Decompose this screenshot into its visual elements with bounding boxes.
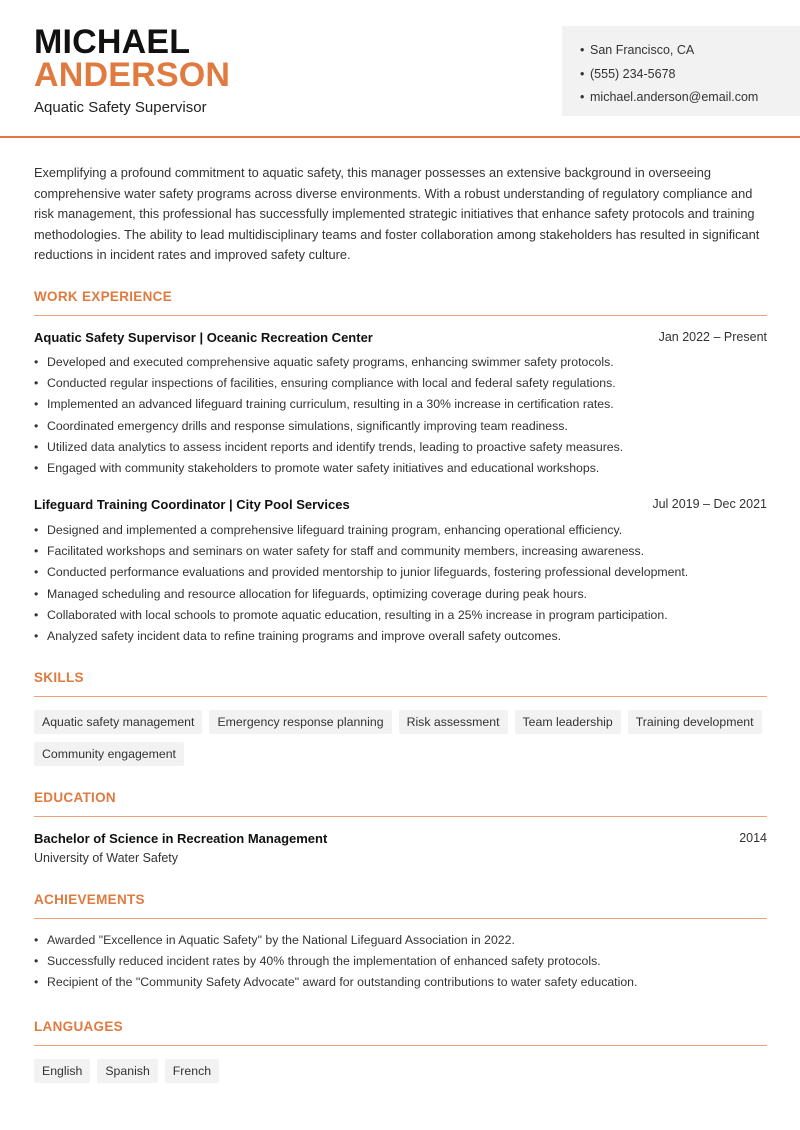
achievements-list bbox=[34, 930, 767, 994]
job-header bbox=[34, 330, 767, 345]
contact-phone: • (555) 234-5678 bbox=[580, 63, 800, 87]
language-chip: French bbox=[165, 1059, 219, 1083]
section-title-achievements: ACHIEVEMENTS bbox=[34, 892, 145, 907]
languages-list bbox=[34, 1059, 767, 1083]
list-item: • Successfully reduced incident rates by 40% through the implementation of enhanced safety protocols. bbox=[34, 951, 767, 972]
skill-chip: Risk assessment bbox=[399, 710, 508, 734]
section-divider bbox=[34, 816, 767, 817]
job-role: Lifeguard Training Coordinator | City Pool Services bbox=[34, 497, 350, 512]
list-item: • Conducted performance evaluations and provided mentorship to junior lifeguards, fostering professional development. bbox=[34, 562, 767, 583]
list-item: • Awarded "Excellence in Aquatic Safety" by the National Lifeguard Association in 2022. bbox=[34, 930, 767, 951]
list-item: • Designed and implemented a comprehensive lifeguard training program, enhancing operational efficiency. bbox=[34, 520, 767, 541]
job-role: Aquatic Safety Supervisor | Oceanic Recreation Center bbox=[34, 330, 373, 345]
job-header bbox=[34, 497, 767, 512]
language-chip: English bbox=[34, 1059, 90, 1083]
list-item: • Analyzed safety incident data to refine training programs and improve overall safety outcomes. bbox=[34, 626, 767, 647]
job-title: Aquatic Safety Supervisor bbox=[34, 99, 207, 116]
section-divider bbox=[34, 696, 767, 697]
list-item: • Engaged with community stakeholders to promote water safety initiatives and educational workshops. bbox=[34, 458, 767, 479]
education-year: 2014 bbox=[739, 831, 767, 845]
list-item: • Managed scheduling and resource allocation for lifeguards, optimizing coverage during peak hours. bbox=[34, 584, 767, 605]
list-item: • Coordinated emergency drills and response simulations, significantly improving team readiness. bbox=[34, 416, 767, 437]
skills-list bbox=[34, 710, 767, 766]
list-item: • Collaborated with local schools to promote aquatic education, resulting in a 25% increase in program participation. bbox=[34, 605, 767, 626]
resume-header bbox=[0, 0, 800, 138]
skill-chip: Aquatic safety management bbox=[34, 710, 202, 734]
section-title-education: EDUCATION bbox=[34, 790, 116, 805]
contact-email[interactable]: • michael.anderson@email.com bbox=[580, 86, 800, 110]
list-item: • Developed and executed comprehensive aquatic safety programs, enhancing swimmer safety protocols. bbox=[34, 352, 767, 373]
first-name: MICHAEL bbox=[34, 23, 191, 61]
list-item: • Conducted regular inspections of facilities, ensuring compliance with local and federal safety regulations. bbox=[34, 373, 767, 394]
skill-chip: Training development bbox=[628, 710, 762, 734]
job-date: Jul 2019 – Dec 2021 bbox=[652, 497, 767, 511]
section-title-languages: LANGUAGES bbox=[34, 1019, 123, 1034]
section-title-work: WORK EXPERIENCE bbox=[34, 289, 173, 304]
summary-paragraph: Exemplifying a profound commitment to aquatic safety, this manager possesses an extensive background in overseeing comprehensive water safety programs across diverse environments. With a robust understanding of regulatory compliance and risk management, this professional has successfully implemented strategic initiatives that enhance safety protocols and training methodologies. The ability to lead multidisciplinary teams and foster collaboration among stakeholders has resulted in significant reductions in incident rates and improved safety culture. bbox=[34, 165, 760, 262]
language-chip: Spanish bbox=[97, 1059, 157, 1083]
section-divider bbox=[34, 315, 767, 316]
education-degree: Bachelor of Science in Recreation Management bbox=[34, 831, 328, 846]
contact-location: • San Francisco, CA bbox=[580, 39, 800, 63]
job-bullets bbox=[34, 520, 767, 647]
section-title-skills: SKILLS bbox=[34, 670, 84, 685]
list-item: • Recipient of the "Community Safety Advocate" award for outstanding contributions to water safety education. bbox=[34, 972, 767, 993]
last-name: ANDERSON bbox=[34, 56, 231, 94]
education-school: University of Water Safety bbox=[34, 851, 179, 865]
list-item: • Facilitated workshops and seminars on water safety for staff and community members, increasing awareness. bbox=[34, 541, 767, 562]
skill-chip: Team leadership bbox=[515, 710, 621, 734]
skill-chip: Community engagement bbox=[34, 742, 184, 766]
job-bullets bbox=[34, 352, 767, 479]
contact-box bbox=[562, 26, 800, 116]
list-item: • Implemented an advanced lifeguard training curriculum, resulting in a 30% increase in certification rates. bbox=[34, 394, 767, 415]
section-divider bbox=[34, 1045, 767, 1046]
section-divider bbox=[34, 918, 767, 919]
job-date: Jan 2022 – Present bbox=[658, 330, 767, 344]
list-item: • Utilized data analytics to assess incident reports and identify trends, leading to proactive safety measures. bbox=[34, 437, 767, 458]
skill-chip: Emergency response planning bbox=[209, 710, 391, 734]
